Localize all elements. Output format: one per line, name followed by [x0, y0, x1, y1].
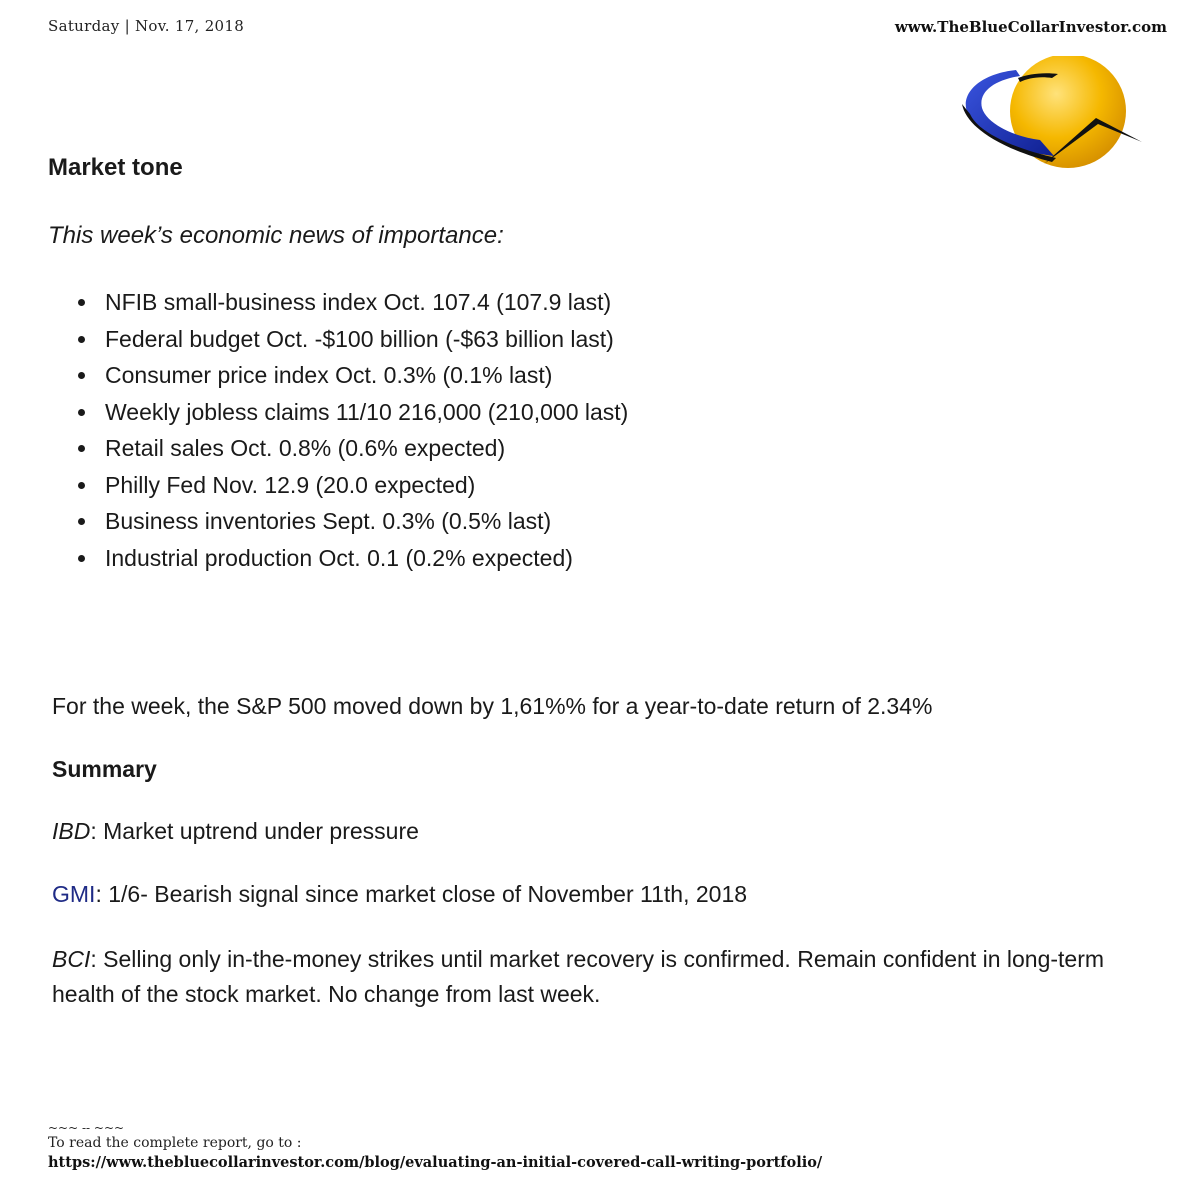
list-item — [48, 357, 628, 394]
footer-separator: ~~~ -- ~~~ — [48, 1121, 125, 1135]
market-tone-heading: Market tone — [48, 154, 183, 181]
footer — [48, 1122, 822, 1172]
ibd-label: IBD — [52, 818, 91, 844]
gmi-summary — [52, 881, 747, 908]
economic-news-list — [48, 284, 628, 576]
ibd-summary — [52, 818, 419, 845]
list-item — [48, 540, 628, 577]
site-url[interactable]: www.TheBlueCollarInvestor.com — [894, 18, 1167, 36]
list-item — [48, 430, 628, 467]
blue-collar-investor-logo-icon — [948, 56, 1148, 176]
list-item — [48, 284, 628, 321]
bullet-icon — [78, 518, 85, 525]
bci-label: BCI — [52, 946, 91, 972]
report-link[interactable]: https://www.thebluecollarinvestor.com/blog/evaluating-an-initial-covered-call-writing-portfolio/ — [48, 1154, 823, 1171]
list-item-text: Consumer price index Oct. 0.3% (0.1% last) — [105, 362, 553, 388]
list-item-text: Industrial production Oct. 0.1 (0.2% expected) — [105, 544, 573, 571]
footer-prompt: To read the complete report, go to : — [48, 1135, 302, 1151]
weekly-performance-text: For the week, the S&P 500 moved down by 1,61%% for a year-to-date return of 2.34% — [52, 693, 933, 719]
list-item-text: NFIB small-business index Oct. 107.4 (107.9 last) — [105, 289, 612, 315]
bullet-icon — [78, 336, 85, 343]
list-item — [48, 503, 628, 540]
bullet-icon — [78, 555, 85, 562]
list-item-text: Business inventories Sept. 0.3% (0.5% last) — [105, 508, 552, 534]
bullet-icon — [78, 445, 85, 452]
list-item-text: Philly Fed Nov. 12.9 (20.0 expected) — [105, 471, 476, 498]
gmi-link[interactable]: GMI — [52, 881, 96, 907]
ibd-text: : Market uptrend under pressure — [90, 818, 419, 844]
bci-text: : Selling only in-the-money strikes until market recovery is confirmed. Remain confident in long-term health of the stock market. No change from last week. — [52, 946, 1105, 1007]
list-item-text: Federal budget Oct. -$100 billion (-$63 billion last) — [105, 325, 614, 352]
report-date: Saturday | Nov. 17, 2018 — [48, 17, 245, 35]
gmi-text: : 1/6- Bearish signal since market close of November 11th, 2018 — [95, 881, 748, 907]
list-item — [48, 467, 628, 504]
list-item — [48, 394, 628, 431]
bullet-icon — [78, 409, 85, 416]
bullet-icon — [78, 482, 85, 489]
list-item-text: Retail sales Oct. 0.8% (0.6% expected) — [105, 435, 506, 461]
list-item — [48, 321, 628, 358]
bci-summary — [52, 942, 1152, 1012]
bullet-icon — [78, 299, 85, 306]
summary-heading: Summary — [52, 756, 157, 782]
economic-news-subtitle: This week’s economic news of importance: — [48, 222, 504, 249]
bullet-icon — [78, 372, 85, 379]
list-item-text: Weekly jobless claims 11/10 216,000 (210,000 last) — [105, 398, 629, 425]
